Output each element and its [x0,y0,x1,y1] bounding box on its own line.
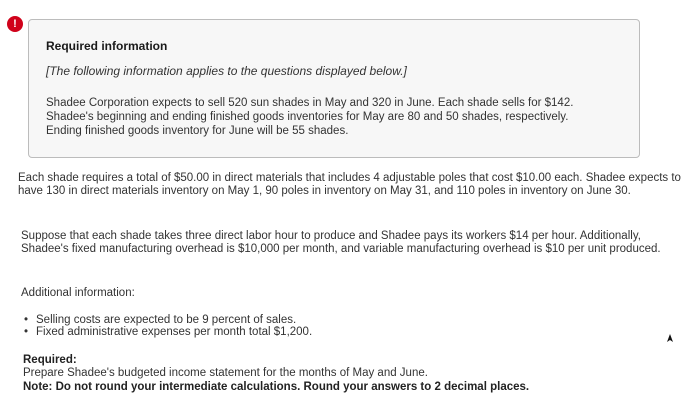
info-body: Shadee Corporation expects to sell 520 sun shades in May and 320 in June. Each shade sells for $142. Shadee's beginning and ending finished goods inventories for May are 80 and 50 shades, respectively. Ending finished goods inventory for June will be 55 shades. [46,97,574,137]
materials-paragraph: Each shade requires a total of $50.00 in direct materials that includes 4 adjustable poles that cost $10.00 each. Shadee expects to have 130 in direct materials inventory on May 1, 90 poles in inventory on May 31, and 110 poles in inventory on June 30. [18,172,681,197]
info-note: [The following information applies to the questions displayed below.] [46,64,407,78]
required-label: Required: [23,354,77,366]
required-information-box [28,19,640,158]
mouse-cursor-icon [665,333,675,343]
alert-icon: ! [7,16,23,32]
list-item: • Selling costs are expected to be 9 percent of sales. [24,314,312,326]
list-item: • Fixed administrative expenses per month total $1,200. [24,326,312,338]
additional-information-label: Additional information: [21,287,135,299]
labor-paragraph: Suppose that each shade takes three direct labor hour to produce and Shadee pays its workers $14 per hour. Additionally, Shadee's fixed manufacturing overhead is $10,000 per month, and variable manufacturing overhead is $10 per unit produced. [21,230,661,255]
additional-information-list [24,314,312,338]
required-note: Note: Do not round your intermediate calculations. Round your answers to 2 decimal places. [23,381,530,393]
info-title: Required information [46,39,168,53]
required-text: Prepare Shadee's budgeted income statement for the months of May and June. [23,367,428,379]
